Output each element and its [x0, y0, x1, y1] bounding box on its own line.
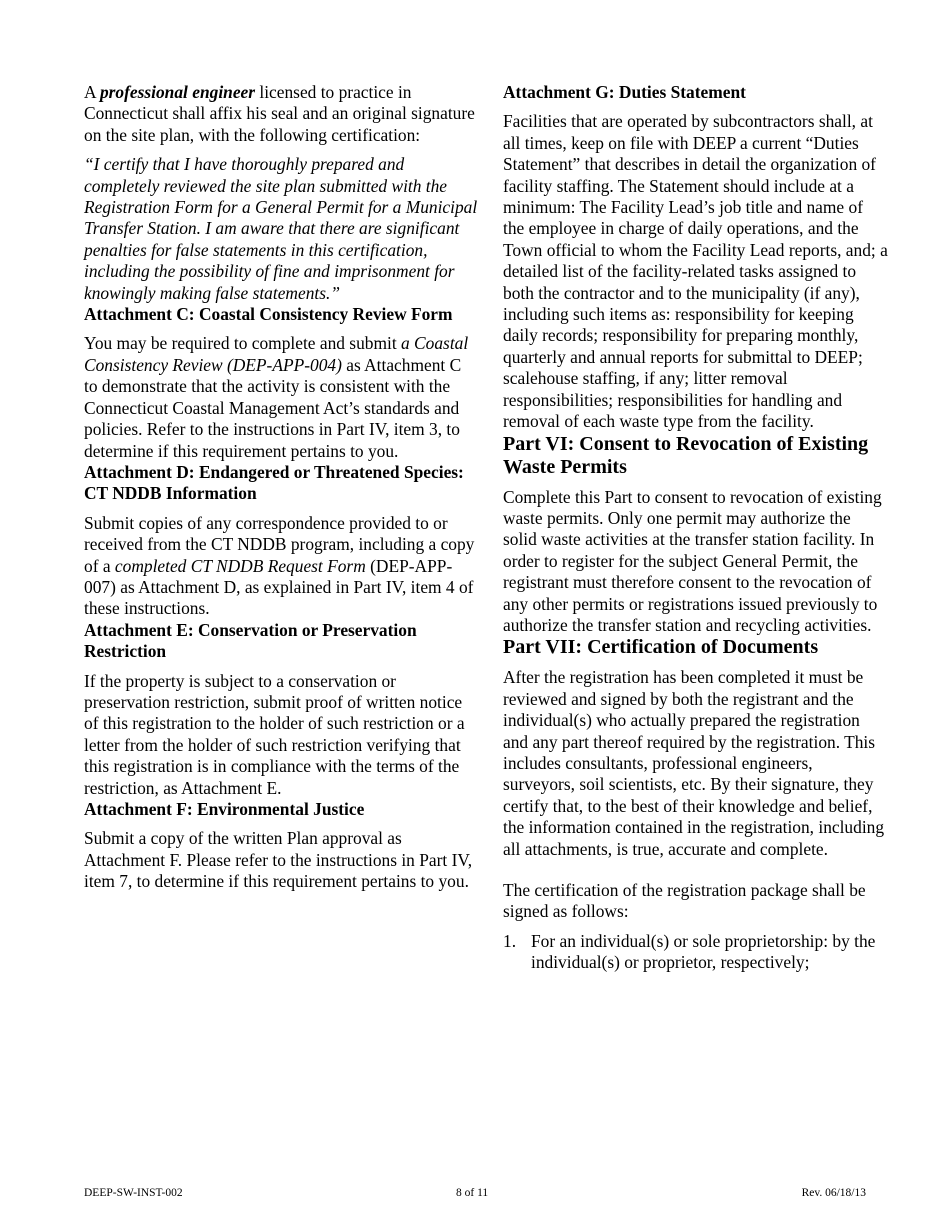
- pe-certification-quote: “I certify that I have thoroughly prepared and completely reviewed the site plan submitted with the Registration Form for a General Permit for a Municipal Transfer Station. I am aware that there are significant penalties for false statements in this certification, including the possibility of fine and imprisonment for knowingly making false statements.”: [84, 154, 478, 303]
- right-column: [503, 82, 888, 974]
- attachment-e-body: If the property is subject to a conservation or preservation restriction, submit proof of written notice of this registration to the holder of such restriction or a letter from the holder of such restriction verifying that this registration is in compliance with the terms of the restriction, as Attachment E.: [84, 670, 465, 798]
- attachment-e-heading: Attachment E: Conservation or Preservation Restriction: [84, 619, 417, 662]
- part-vi-body: Complete this Part to consent to revocation of existing waste permits. Only one permit may authorize the solid waste activities at the transfer station facility. In order to register for the subject General Permit, the registrant must therefore consent to the revocation of any other permits or registrations issued previously to authorize the transfer station and recycling activities.: [503, 486, 882, 635]
- revision-date: Rev. 06/18/13: [801, 1187, 866, 1199]
- page-number: 8 of 11: [456, 1187, 489, 1199]
- part-vi-heading: Part VI: Consent to Revocation of Existing Waste Permits: [503, 432, 869, 478]
- attachment-g-heading: Attachment G: Duties Statement: [503, 82, 746, 102]
- attachment-g-body: Facilities that are operated by subcontractors shall, at all times, keep on file with DEEP a current “Duties Statement” that describes in detail the organization of facility staffing. The Statement should include at a minimum: The Facility Lead’s job title and name of the employee in charge of daily operations, and the Town official to whom the Facility Lead reports, and; a detailed list of the facility-related tasks assigned to both the contractor and to the municipality (if any), including such items as: responsibility for keeping daily records; responsibility for preparing monthly, quarterly and annual reports for submittal to DEEP; scalehouse staffing, if any; litter removal responsibilities; responsibilities for handling and removal of each waste type from the facility.: [503, 111, 888, 432]
- attachment-c-heading: Attachment C: Coastal Consistency Review Form: [84, 304, 453, 325]
- part-vii-heading: Part VII: Certification of Documents: [503, 636, 819, 659]
- attachment-c-body: You may be required to complete and submit a Coastal Consistency Review (DEP-APP-004) as Attachment C to demonstrate that the activity is consistent with the Connecticut Coastal Management Act’s standards and policies. Refer to the instructions in Part IV, item 3, to determine if this requirement pertains to you.: [84, 333, 469, 461]
- pe-term: professional engineer: [99, 82, 256, 102]
- list-item: 1. For an individual(s) or sole proprietorship: by the individual(s) or proprietor, respectively;: [503, 930, 876, 973]
- pe-paragraph: A professional engineer licensed to practice in Connecticut shall affix his seal and an original signature on the site plan, with the following certification:: [84, 82, 475, 145]
- part-vii-signing-intro: The certification of the registration package shall be signed as follows:: [503, 880, 866, 922]
- document-id: DEEP-SW-INST-002: [84, 1187, 183, 1199]
- attachment-d-body: Submit copies of any correspondence provided to or received from the CT NDDB program, including a copy of a completed CT NDDB Request Form (DEP-APP-007) as Attachment D, as explained in Part IV, item 4 of these instructions.: [84, 512, 475, 619]
- left-column: [84, 82, 479, 893]
- attachment-f-heading: Attachment F: Environmental Justice: [84, 799, 365, 819]
- coastal-form-name: a Coastal Consistency Review (DEP-APP-004): [84, 333, 469, 375]
- attachment-d-heading: Attachment D: Endangered or Threatened Species: CT NDDB Information: [84, 461, 464, 504]
- signatory-list: [503, 931, 888, 974]
- part-vii-body: After the registration has been completed it must be reviewed and signed by both the registrant and the individual(s) who actually prepared the registration and any part thereof required by the registration. This includes consultants, professional engineers, surveyors, soil scientists, etc. By their signature, they certify that, to the best of their knowledge and belief, the information contained in the registration, including all attachments, is true, accurate and complete.: [503, 667, 885, 859]
- attachment-f-body: Submit a copy of the written Plan approval as Attachment F. Please refer to the instructions in Part IV, item 7, to determine if this requirement pertains to you.: [84, 828, 473, 892]
- nddb-form-name: completed CT NDDB Request Form: [114, 555, 366, 576]
